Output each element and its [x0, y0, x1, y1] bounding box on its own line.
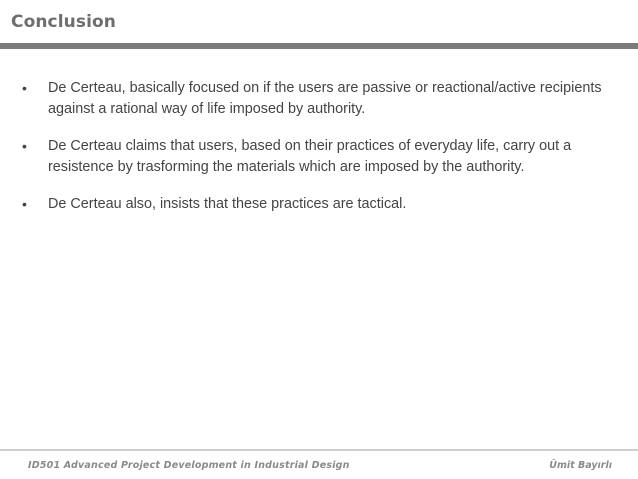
bullet-marker: •	[22, 196, 27, 212]
bullet-marker: •	[22, 80, 27, 96]
title-divider	[0, 43, 638, 49]
slide-title: Conclusion	[11, 12, 116, 32]
bullet-text: De Certeau also, insists that these practices are tactical.	[48, 196, 407, 212]
author-name: Ümit Bayırlı	[549, 460, 612, 471]
bullet-marker: •	[22, 138, 27, 154]
slide-footer	[0, 451, 638, 479]
bullet-text: De Certeau, basically focused on if the users are passive or reactional/active recipients against a rational way of life imposed by authority.	[48, 80, 602, 117]
bullet-text: De Certeau claims that users, based on their practices of everyday life, carry out a resistence by trasforming the materials which are imposed by the authority.	[48, 138, 572, 175]
bullet-list	[22, 78, 612, 231]
bullet-item	[22, 78, 612, 120]
bullet-item	[22, 136, 612, 178]
course-title: ID501 Advanced Project Development in Industrial Design	[28, 460, 350, 471]
bullet-item	[22, 194, 612, 215]
